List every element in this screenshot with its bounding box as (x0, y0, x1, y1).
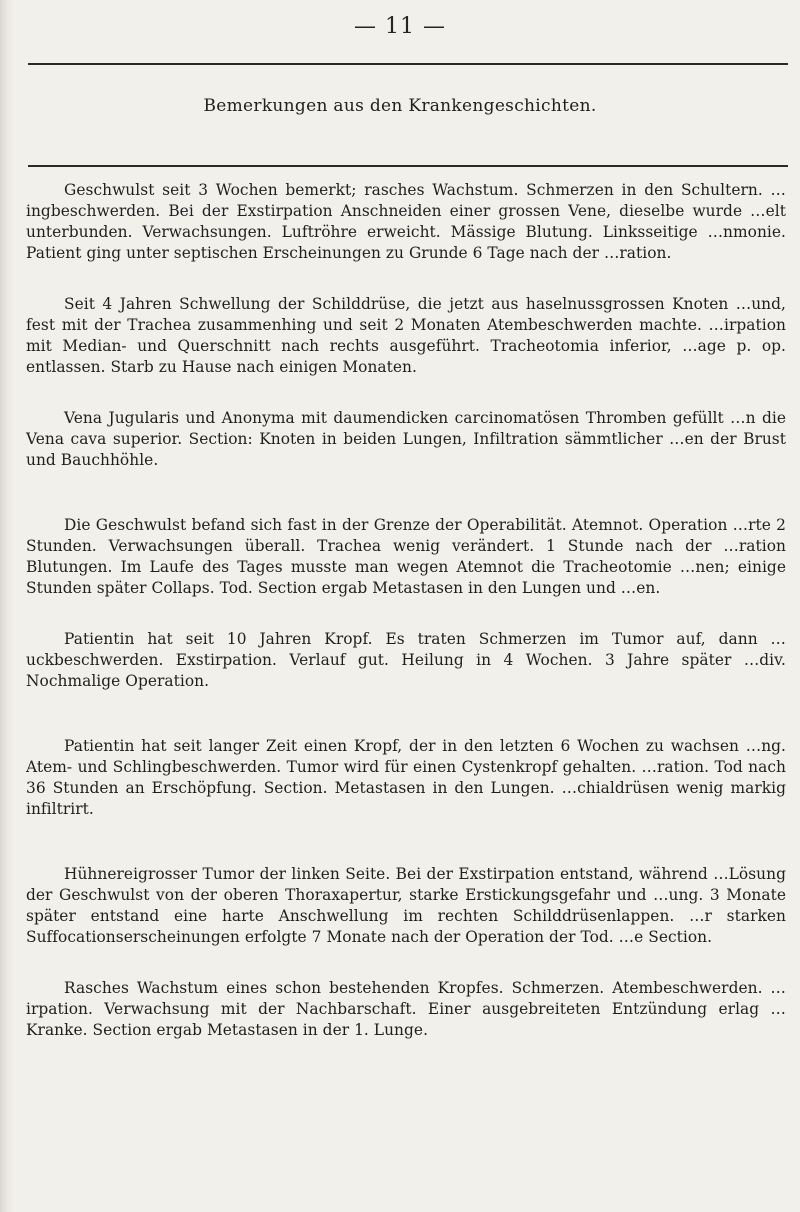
case-entry-4 (26, 515, 786, 599)
case-entry-4-text: Die Geschwulst befand sich fast in der Grenze der Operabilität. Atemnot. Operation …rte 2 Stunden. Verwachsungen überall. Trachea wenig verändert. 1 Stunde nach der …ration Blutungen. Im Laufe des Tages musste man wegen Atemnot die Tracheotomie …nen; einige Stunden später Collaps. Tod. Section ergab Metastasen in den Lungen und …en. (26, 516, 786, 597)
section-header: Bemerkungen aus den Krankengeschichten. (203, 96, 597, 116)
case-entry-3-text: Vena Jugularis und Anonyma mit daumendicken carcinomatösen Thromben gefüllt …n die Vena cava superior. Section: Knoten in beiden Lungen, Infiltration sämmtlicher …en der Brust und Bauchhöhle. (26, 409, 786, 469)
case-entry-7-text: Hühnereigrosser Tumor der linken Seite. Bei der Exstirpation entstand, während …Lösung der Geschwulst von der oberen Thoraxapertur, starke Erstickungsgefahr und …ung. 3 Monate später entstand eine harte Anschwellung im rechten Schilddrüsenlappen. …r starken Suffocationserscheinungen erfolgte 7 Monate nach der Operation der Tod. …e Section. (26, 865, 786, 946)
case-entry-6-text: Patientin hat seit langer Zeit einen Kropf, der in den letzten 6 Wochen zu wachsen …ng. Atem- und Schlingbeschwerden. Tumor wird für einen Cystenkropf gehalten. …ration. Tod nach 36 Stunden an Erschöpfung. Section. Metastasen in den Lungen. …chialdrüsen wenig markig infiltrirt. (26, 737, 786, 818)
case-entry-5-text: Patientin hat seit 10 Jahren Kropf. Es traten Schmerzen im Tumor auf, dann …uckbeschwerden. Exstirpation. Verlauf gut. Heilung in 4 Wochen. 3 Jahre später …div. Nochmalige Operation. (26, 630, 786, 690)
case-entry-1 (26, 180, 786, 264)
header-rule (28, 165, 788, 167)
case-entry-5 (26, 629, 786, 692)
top-rule (28, 63, 788, 65)
case-entry-7 (26, 864, 786, 948)
case-entry-8-text: Rasches Wachstum eines schon bestehenden Kropfes. Schmerzen. Atembeschwerden. …irpation. Verwachsung mit der Nachbarschaft. Einer ausgebreiteten Entzündung erlag …Kranke. Section ergab Metastasen in der 1. Lunge. (26, 979, 786, 1039)
page-number: — 11 — (354, 14, 446, 39)
case-entry-8 (26, 978, 786, 1041)
case-entry-2-text: Seit 4 Jahren Schwellung der Schilddrüse, die jetzt aus haselnussgrossen Knoten …und, fest mit der Trachea zusammenhing und seit 2 Monaten Atembeschwerden machte. …irpation mit Median- und Querschnitt nach rechts ausgeführt. Tracheotomia inferior, …age p. op. entlassen. Starb zu Hause nach einigen Monaten. (26, 295, 786, 376)
case-entry-3 (26, 408, 786, 471)
case-entry-2 (26, 294, 786, 378)
case-entry-6 (26, 736, 786, 820)
page-binding-shadow (0, 0, 14, 1212)
case-notes (26, 180, 786, 1041)
case-entry-1-text: Geschwulst seit 3 Wochen bemerkt; rasches Wachstum. Schmerzen in den Schultern. …ingbeschwerden. Bei der Exstirpation Anschneiden einer grossen Vene, dieselbe wurde …elt unterbunden. Verwachsungen. Luftröhre erweicht. Mässige Blutung. Linksseitige …nmonie. Patient ging unter septischen Erscheinungen zu Grunde 6 Tage nach der …ration. (26, 181, 786, 262)
